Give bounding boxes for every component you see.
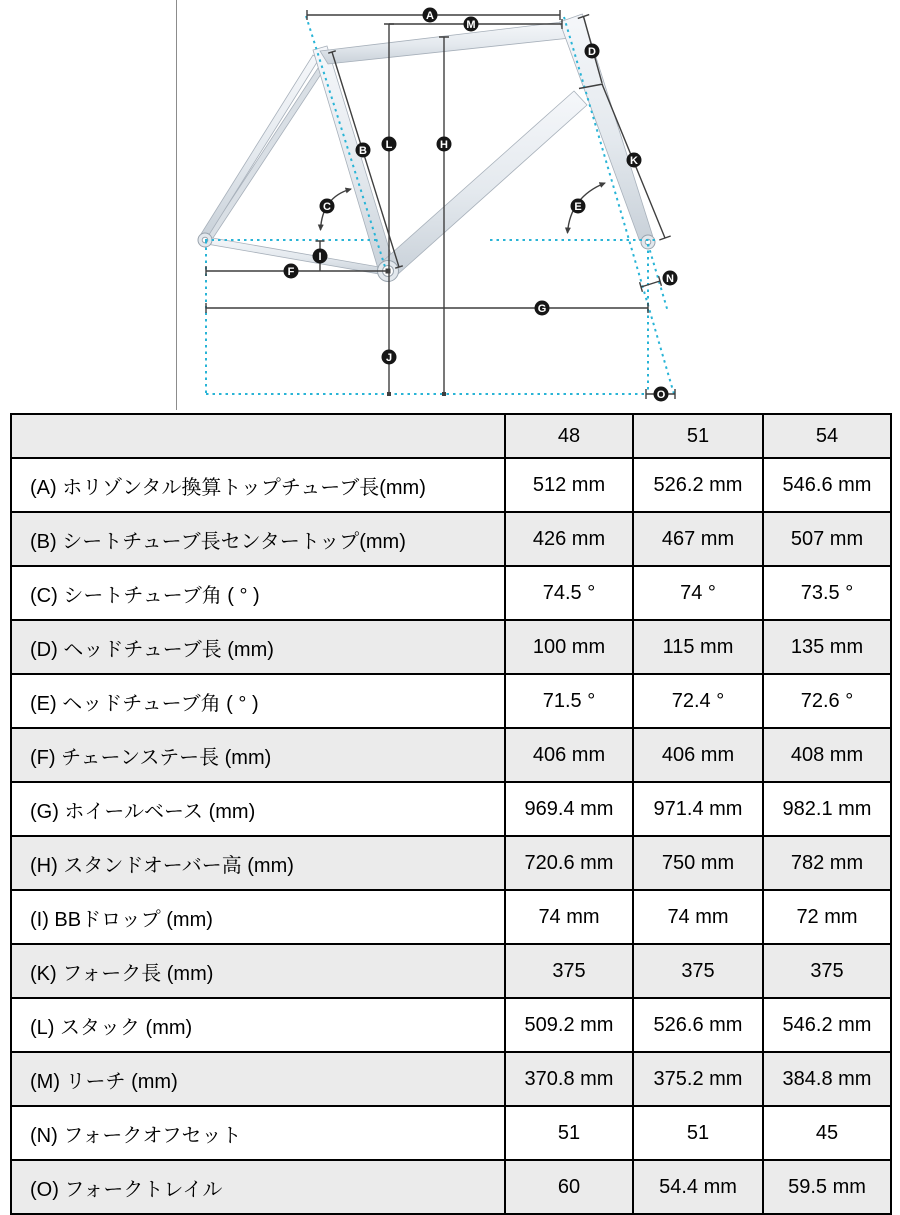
svg-text:B: B (359, 144, 367, 157)
size-header-51: 51 (633, 414, 763, 458)
table-row-H (11, 836, 891, 890)
svg-text:A: A (426, 9, 434, 22)
svg-text:L: L (385, 138, 393, 151)
label-badge-I (313, 249, 328, 264)
row-label: (O) フォークトレイル (11, 1160, 505, 1214)
down-tube (383, 91, 587, 275)
value-cell: 59.5 mm (763, 1160, 891, 1214)
frame-geometry-diagram (0, 0, 900, 412)
value-cell: 507 mm (763, 512, 891, 566)
row-label: (N) フォークオフセット (11, 1106, 505, 1160)
table-row-I (11, 890, 891, 944)
value-cell: 526.6 mm (633, 998, 763, 1052)
dim-L-stack-and-J (384, 24, 394, 394)
value-cell: 982.1 mm (763, 782, 891, 836)
value-cell: 100 mm (505, 620, 633, 674)
table-row-C (11, 566, 891, 620)
table-row-L (11, 998, 891, 1052)
label-badge-G (535, 301, 550, 316)
front-dropout (641, 235, 655, 249)
svg-text:G: G (537, 302, 547, 315)
label-badge-M (464, 17, 479, 32)
value-cell: 74 mm (505, 890, 633, 944)
value-cell: 51 (505, 1106, 633, 1160)
corner-cell (11, 414, 505, 458)
row-label: (M) リーチ (mm) (11, 1052, 505, 1106)
row-label: (H) スタンドオーバー高 (mm) (11, 836, 505, 890)
svg-text:I: I (318, 250, 322, 263)
frame-geometry-figure (0, 0, 900, 412)
table-row-K (11, 944, 891, 998)
value-cell: 370.8 mm (505, 1052, 633, 1106)
value-cell: 74.5 ° (505, 566, 633, 620)
row-label: (A) ホリゾンタル換算トップチューブ長(mm) (11, 458, 505, 512)
table-row-N (11, 1106, 891, 1160)
value-cell: 408 mm (763, 728, 891, 782)
value-cell: 51 (633, 1106, 763, 1160)
value-cell: 54.4 mm (633, 1160, 763, 1214)
value-cell: 72 mm (763, 890, 891, 944)
geometry-table (10, 413, 892, 1215)
row-label: (D) ヘッドチューブ長 (mm) (11, 620, 505, 674)
dim-B-seat-tube (328, 51, 403, 268)
value-cell: 73.5 ° (763, 566, 891, 620)
svg-text:J: J (385, 351, 393, 364)
svg-text:M: M (466, 18, 476, 31)
seat-stay (201, 55, 319, 238)
size-header-54: 54 (763, 414, 891, 458)
value-cell: 375 (505, 944, 633, 998)
table-row-D (11, 620, 891, 674)
value-cell: 74 mm (633, 890, 763, 944)
value-cell: 969.4 mm (505, 782, 633, 836)
value-cell: 509.2 mm (505, 998, 633, 1052)
value-cell: 45 (763, 1106, 891, 1160)
row-label: (G) ホイールベース (mm) (11, 782, 505, 836)
value-cell: 512 mm (505, 458, 633, 512)
row-label: (B) シートチューブ長センタートップ(mm) (11, 512, 505, 566)
size-header-row (11, 414, 891, 458)
row-label: (F) チェーンステー長 (mm) (11, 728, 505, 782)
value-cell: 115 mm (633, 620, 763, 674)
value-cell: 546.2 mm (763, 998, 891, 1052)
dimension-lines (206, 10, 675, 399)
value-cell: 71.5 ° (505, 674, 633, 728)
label-badge-B (356, 143, 371, 158)
svg-text:O: O (656, 388, 666, 401)
value-cell: 467 mm (633, 512, 763, 566)
row-label: (E) ヘッドチューブ角 ( ° ) (11, 674, 505, 728)
svg-text:E: E (574, 200, 582, 213)
value-cell: 72.6 ° (763, 674, 891, 728)
svg-text:F: F (287, 265, 295, 278)
svg-text:N: N (666, 272, 674, 285)
seat-stay-far (206, 62, 327, 241)
value-cell: 74 ° (633, 566, 763, 620)
row-label: (K) フォーク長 (mm) (11, 944, 505, 998)
value-cell: 426 mm (505, 512, 633, 566)
top-tube (320, 22, 570, 64)
label-badge-C (320, 199, 335, 214)
label-badge-F (284, 264, 299, 279)
value-cell: 720.6 mm (505, 836, 633, 890)
dim-G-wheelbase (206, 303, 648, 313)
dim-J-ground-tick (387, 392, 391, 396)
value-cell: 526.2 mm (633, 458, 763, 512)
table-row-G (11, 782, 891, 836)
value-cell: 406 mm (633, 728, 763, 782)
label-badge-L (382, 137, 397, 152)
label-badge-H (437, 137, 452, 152)
table-row-B (11, 512, 891, 566)
table-row-O (11, 1160, 891, 1214)
table-row-F (11, 728, 891, 782)
value-cell: 72.4 ° (633, 674, 763, 728)
label-badge-K (627, 153, 642, 168)
row-label: (I) BBドロップ (mm) (11, 890, 505, 944)
row-label: (C) シートチューブ角 ( ° ) (11, 566, 505, 620)
table-row-A (11, 458, 891, 512)
svg-text:K: K (630, 154, 638, 167)
value-cell: 375 (763, 944, 891, 998)
table-row-E (11, 674, 891, 728)
row-label: (L) スタック (mm) (11, 998, 505, 1052)
value-cell: 60 (505, 1160, 633, 1214)
label-badge-A (423, 8, 438, 23)
label-badge-D (585, 44, 600, 59)
value-cell: 384.8 mm (763, 1052, 891, 1106)
table-row-M (11, 1052, 891, 1106)
dim-N-fork-offset (640, 276, 662, 292)
value-cell: 375.2 mm (633, 1052, 763, 1106)
value-cell: 750 mm (633, 836, 763, 890)
value-cell: 782 mm (763, 836, 891, 890)
value-cell: 546.6 mm (763, 458, 891, 512)
label-badge-E (571, 199, 586, 214)
dim-H-ground-tick (442, 392, 446, 396)
value-cell: 135 mm (763, 620, 891, 674)
svg-text:D: D (588, 45, 596, 58)
label-badge-J (382, 350, 397, 365)
dim-F-end-marker (386, 269, 391, 274)
label-badge-O (654, 387, 669, 402)
value-cell: 406 mm (505, 728, 633, 782)
label-badge-N (663, 271, 678, 286)
svg-text:H: H (440, 138, 448, 151)
guide-lines (205, 16, 674, 394)
size-header-48: 48 (505, 414, 633, 458)
value-cell: 375 (633, 944, 763, 998)
value-cell: 971.4 mm (633, 782, 763, 836)
svg-text:C: C (323, 200, 331, 213)
